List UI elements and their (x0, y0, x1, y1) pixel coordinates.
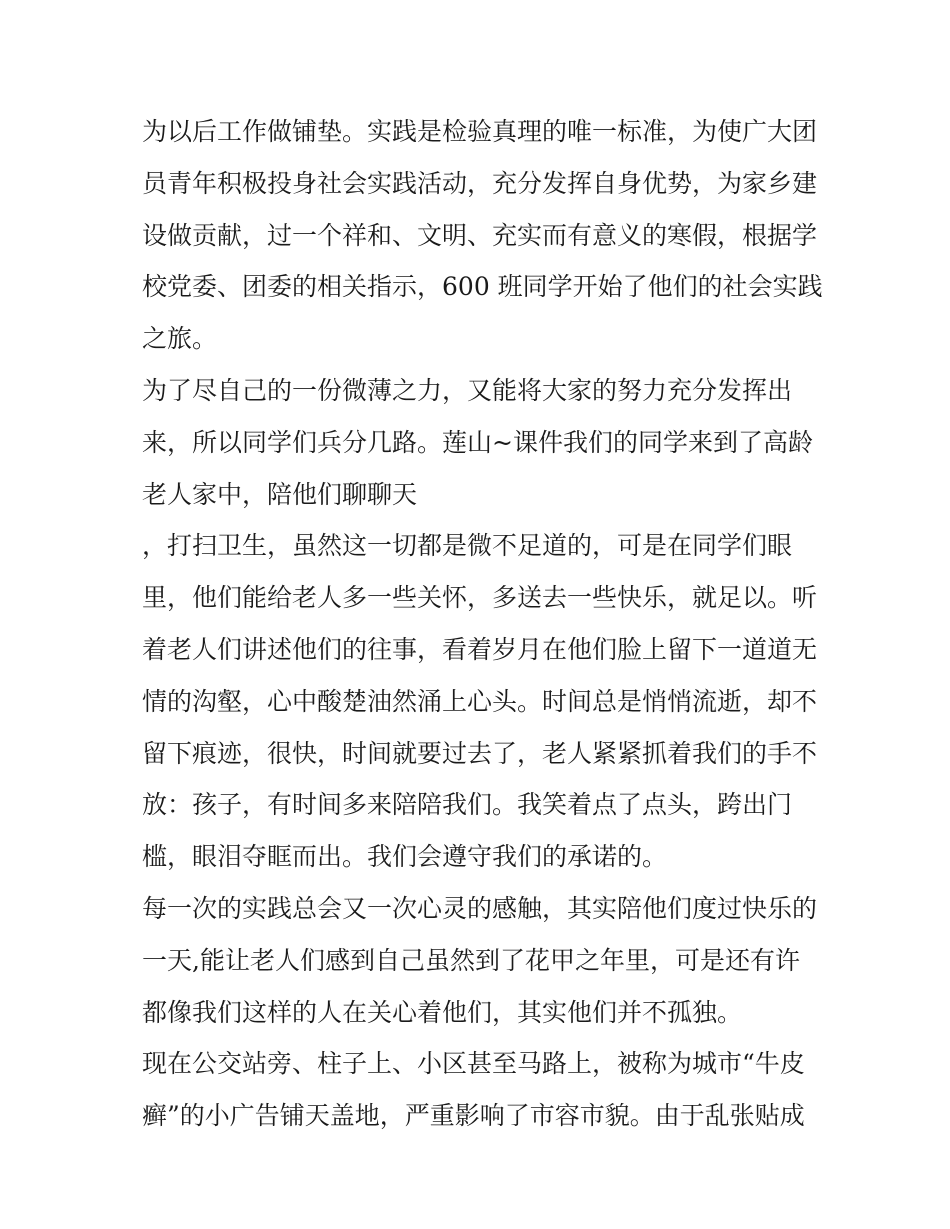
text-line: 一天,能让老人们感到自己虽然到了花甲之年里，可是还有许 (142, 945, 800, 975)
text-line: 每一次的实践总会又一次心灵的感触，其实陪他们度过快乐的 (142, 893, 818, 923)
text-line: 癣”的小广告铺天盖地，严重影响了市容市貌。由于乱张贴成 (142, 1101, 805, 1131)
text-line: 现在公交站旁、柱子上、小区甚至马路上，被称为城市“牛皮 (142, 1049, 805, 1079)
text-line: 情的沟壑，心中酸楚油然涌上心头。时间总是悄悄流逝，却不 (142, 686, 818, 716)
text-line: 员青年积极投身社会实践活动，充分发挥自身优势，为家乡建 (142, 168, 818, 198)
text-line: 槛，眼泪夺眶而出。我们会遵守我们的承诺的。 (142, 842, 668, 872)
text-line: 校党委、团委的相关指示，600 班同学开始了他们的社会实践 (142, 272, 823, 302)
text-line: 着老人们讲述他们的往事，看着岁月在他们脸上留下一道道无 (142, 634, 818, 664)
text-line: 来，所以同学们兵分几路。莲山~课件我们的同学来到了高龄 (142, 427, 813, 457)
text-line: 之旅。 (142, 324, 218, 354)
text-line: 放：孩子，有时间多来陪陪我们。我笑着点了点头，跨出门 (142, 790, 793, 820)
text-line: 为了尽自己的一份微薄之力，又能将大家的努力充分发挥出 (142, 375, 793, 405)
text-line: 设做贡献，过一个祥和、文明、充实而有意义的寒假，根据学 (142, 220, 818, 250)
text-line: 里，他们能给老人多一些关怀，多送去一些快乐，就足以。听 (142, 583, 818, 613)
body-text (142, 106, 822, 1142)
text-line: 留下痕迹，很快，时间就要过去了，老人紧紧抓着我们的手不 (142, 738, 818, 768)
text-line: ，打扫卫生，虽然这一切都是微不足道的，可是在同学们眼 (142, 531, 793, 561)
text-line: 为以后工作做铺垫。实践是检验真理的唯一标准，为使广大团 (142, 117, 818, 146)
text-line: 老人家中，陪他们聊聊天 (142, 479, 418, 509)
text-line: 都像我们这样的人在关心着他们，其实他们并不孤独。 (142, 997, 743, 1027)
